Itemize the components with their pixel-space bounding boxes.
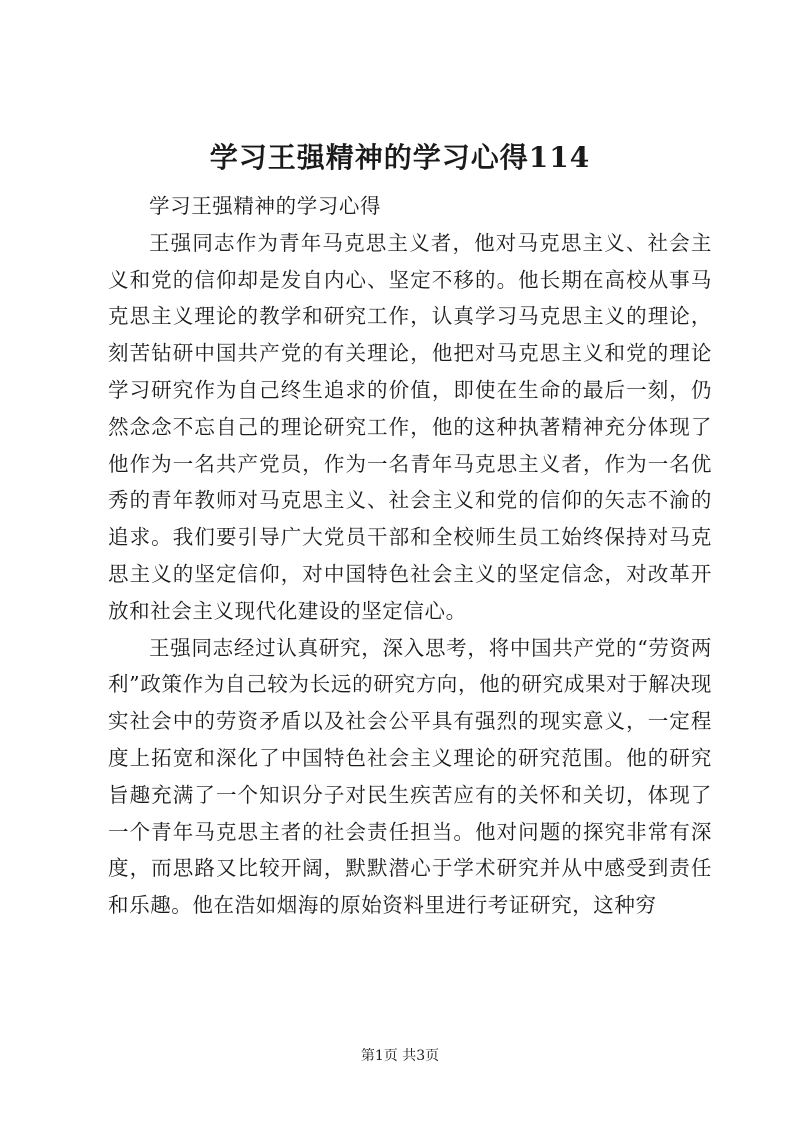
document-body: [108, 188, 712, 924]
page-number-label: 第1页 共3页: [360, 1048, 440, 1064]
page-footer: [0, 1046, 800, 1066]
document-title: 学习王强精神的学习心得114: [209, 141, 591, 174]
paragraph-2: 王强同志经过认真研究，深入思考，将中国共产党的“劳资两利”政策作为自己较为长远的研究方向，他的研究成果对于解决现实社会中的劳资矛盾以及社会公平具有强烈的现实意义，一定程度上拓宽和深化了中国特色社会主义理论的研究范围。他的研究旨趣充满了一个知识分子对民生疾苦应有的关怀和关切，体现了一个青年马克思主者的社会责任担当。他对问题的探究非常有深度，而思路又比较开阔，默默潜心于学术研究并从中感受到责任和乐趣。他在浩如烟海的原始资料里进行考证研究，这种穷: [108, 635, 712, 918]
paragraph-1: 王强同志作为青年马克思主义者，他对马克思主义、社会主义和党的信仰却是发自内心、坚定不移的。他长期在高校从事马克思主义理论的教学和研究工作，认真学习马克思主义的理论，刻苦钻研中国共产党的有关理论，他把对马克思主义和党的理论学习研究作为自己终生追求的价值，即使在生命的最后一刻，仍然念念不忘自己的理论研究工作，他的这种执著精神充分体现了他作为一名共产党员，作为一名青年马克思主义者，作为一名优秀的青年教师对马克思主义、社会主义和党的信仰的矢志不渝的追求。我们要引导广大党员干部和全校师生员工始终保持对马克思主义的坚定信仰，对中国特色社会主义的坚定信念，对改革开放和社会主义现代化建设的坚定信心。: [108, 230, 712, 623]
paragraph-subtitle: 学习王强精神的学习心得: [149, 194, 382, 218]
